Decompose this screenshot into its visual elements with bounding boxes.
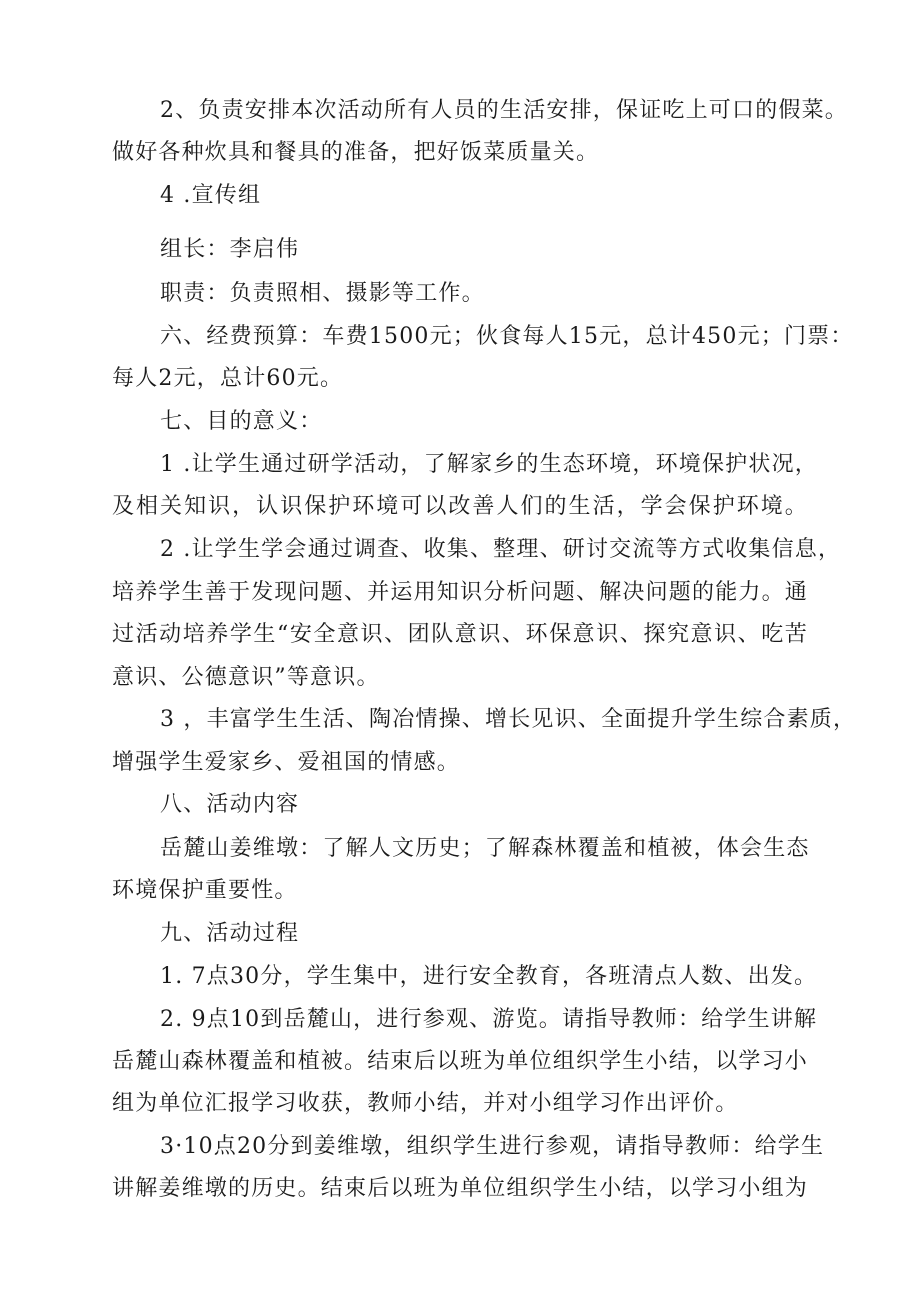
paragraph-line: 组长：李启伟 — [160, 237, 300, 262]
paragraph-line: 2、负责安排本次活动所有人员的生活安排，保证吃上可口的假菜。 — [160, 98, 848, 123]
paragraph-line: 意识、公德意识”等意识。 — [112, 665, 380, 690]
paragraph-line: 六、经费预算：车费1500元；伙食每人15元，总计450元；门票： — [160, 324, 854, 349]
paragraph-line: 做好各种炊具和餐具的准备，把好饭菜质量关。 — [112, 140, 600, 165]
paragraph-line: 环境保护重要性。 — [112, 878, 298, 903]
paragraph-line: 3·10点20分到姜维墩，组织学生进行参观，请指导教师：给学生 — [160, 1134, 825, 1159]
paragraph-line: 2. 9点10到岳麓山，进行参观、游览。请指导教师：给学生讲解 — [160, 1007, 818, 1032]
paragraph-line: 每人2元，总计60元。 — [112, 366, 344, 391]
paragraph-line: 1 .让学生通过研学活动，了解家乡的生态环境，环境保护状况， — [160, 452, 818, 477]
paragraph-line: 1. 7点30分，学生集中，进行安全教育，各班清点人数、出发。 — [160, 964, 818, 989]
paragraph-line: 岳麓山姜维墩：了解人文历史；了解森林覆盖和植被，体会生态 — [160, 836, 810, 861]
paragraph-line: 增强学生爱家乡、爱祖国的情感。 — [112, 750, 461, 775]
paragraph-line: 过活动培养学生“安全意识、团队意识、环保意识、探究意识、吃苦 — [112, 622, 808, 647]
paragraph-line: 组为单位汇报学习收获，教师小结，并对小组学习作出评价。 — [112, 1091, 739, 1116]
paragraph-line: 2 .让学生学会通过调查、收集、整理、研讨交流等方式收集信息， — [160, 537, 842, 562]
paragraph-line: 培养学生善于发现问题、并运用知识分析问题、解决问题的能力。通 — [112, 580, 809, 605]
section-heading: 九、活动过程 — [160, 921, 300, 946]
paragraph-line: 岳麓山森林覆盖和植被。结束后以班为单位组织学生小结，以学习小 — [112, 1049, 809, 1074]
paragraph-line: 3 ，丰富学生生活、陶冶情操、增长见识、全面提升学生综合素质， — [160, 707, 857, 732]
section-heading: 4 .宣传组 — [160, 183, 262, 208]
section-heading: 七、目的意义： — [160, 409, 323, 434]
paragraph-line: 职责：负责照相、摄影等工作。 — [160, 281, 485, 306]
section-heading: 八、活动内容 — [160, 792, 300, 817]
paragraph-line: 讲解姜维墩的历史。结束后以班为单位组织学生小结，以学习小组为 — [112, 1176, 809, 1201]
paragraph-line: 及相关知识，认识保护环境可以改善人们的生活，学会保护环境。 — [112, 494, 808, 519]
